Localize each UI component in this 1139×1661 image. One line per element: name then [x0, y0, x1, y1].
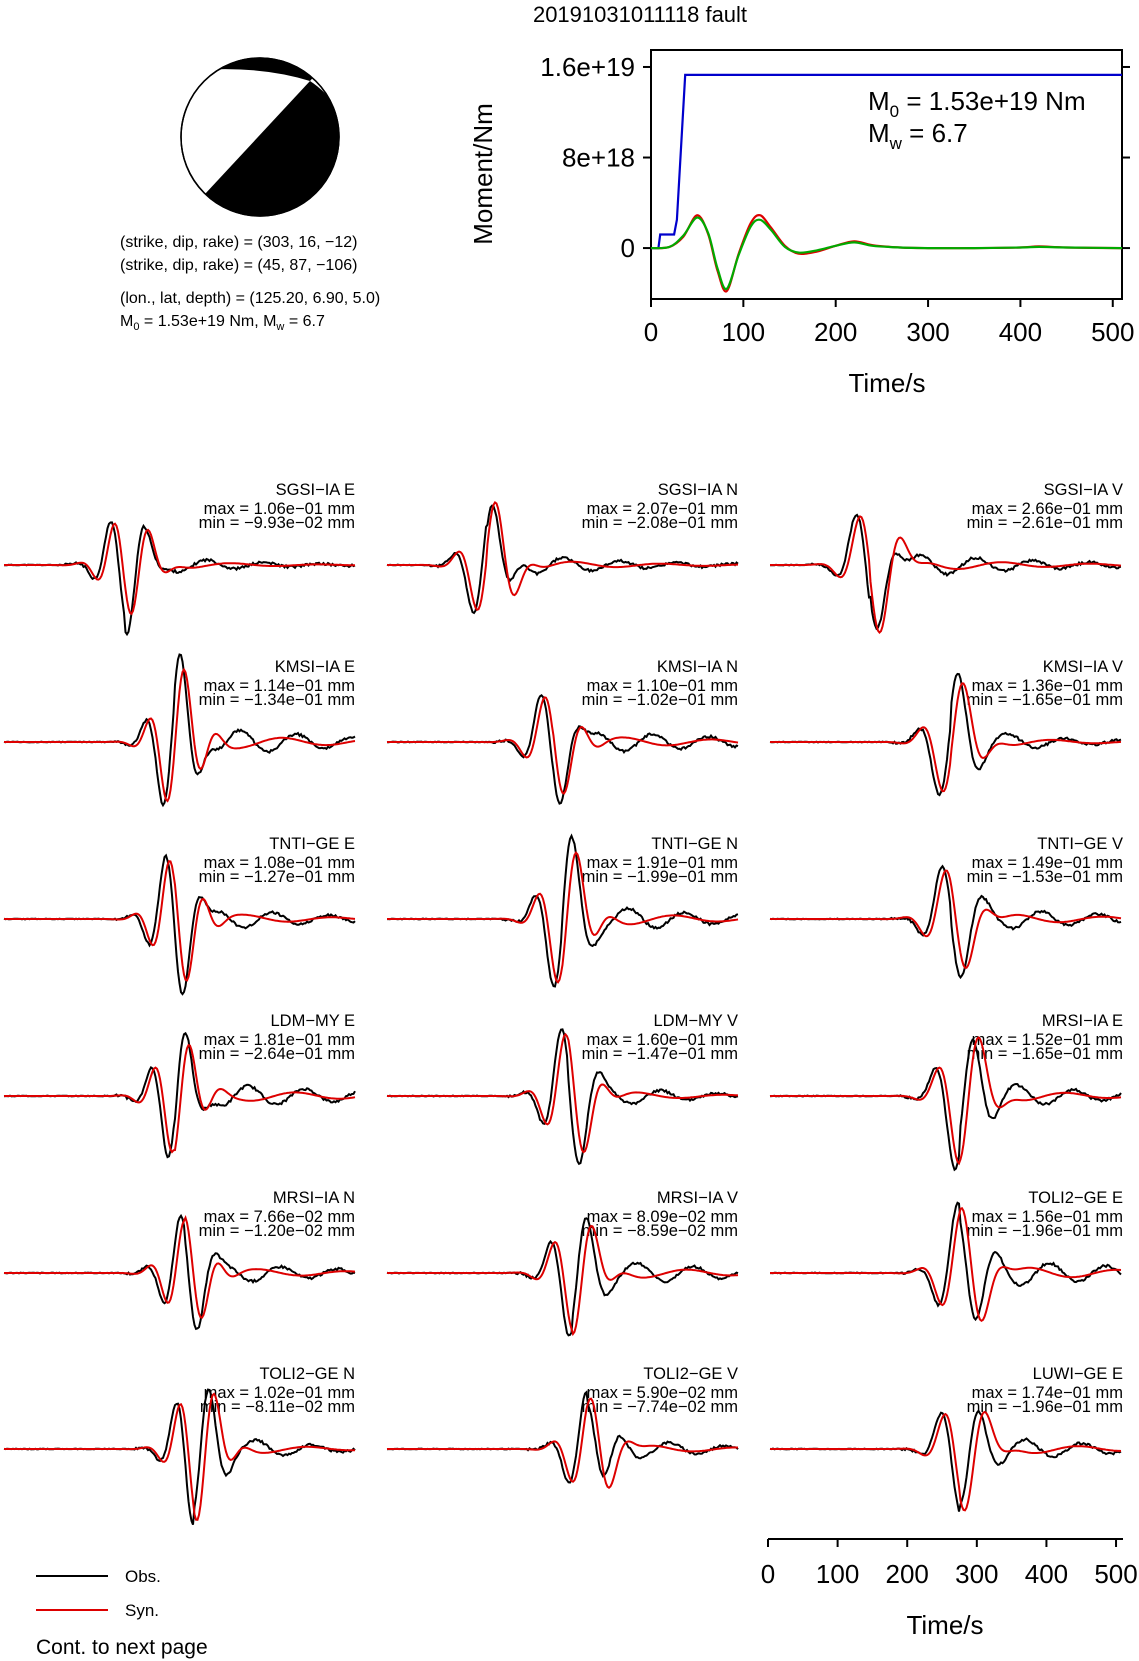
waveform-max: max = 1.74e−01 mm [971, 1384, 1123, 1402]
station-label: LDM−MY V [653, 1012, 738, 1030]
observed-trace [4, 522, 355, 634]
waveform-max: max = 1.36e−01 mm [971, 677, 1123, 695]
station-label: MRSI−IA V [656, 1189, 738, 1207]
moment-ytick-label: 8e+18 [561, 142, 635, 173]
waveform-panel [4, 1189, 355, 1329]
waveform-min: min = −9.93e−02 mm [198, 514, 355, 532]
waveform-panel [387, 835, 738, 986]
waveform-max: max = 1.91e−01 mm [586, 854, 738, 872]
waveform-min: min = −1.65e−01 mm [966, 691, 1123, 709]
station-label: TNTI−GE V [1037, 835, 1123, 853]
moment-xtick-label: 500 [1091, 317, 1135, 347]
moment-xtick-label: 400 [998, 317, 1043, 347]
waveform-min: min = −2.08e−01 mm [581, 514, 738, 532]
moment-plot [468, 50, 1134, 398]
station-label: LDM−MY E [270, 1012, 355, 1030]
waveform-panel [770, 1012, 1123, 1170]
waveform-time-axis [761, 1539, 1138, 1640]
waveform-xtick-label: 300 [955, 1559, 999, 1589]
waveform-panel [770, 481, 1123, 633]
moment-m0-label: $M_0 = 1.53e+19$ Nm [868, 86, 1086, 121]
waveform-max: max = 1.52e−01 mm [971, 1031, 1123, 1049]
waveform-min: min = −2.61e−01 mm [966, 514, 1123, 532]
waveform-max: max = 7.66e−02 mm [203, 1208, 355, 1226]
waveform-min: min = −1.96e−01 mm [966, 1222, 1123, 1240]
waveform-min: min = −1.02e−01 mm [581, 691, 738, 709]
waveform-panel [770, 835, 1123, 977]
waveform-panel [387, 1012, 738, 1164]
moment-ylabel: Moment/Nm [468, 103, 498, 245]
moment-ytick-label: 0 [620, 233, 635, 264]
station-label: LUWI−GE E [1032, 1365, 1123, 1383]
station-label: TNTI−GE E [269, 835, 355, 853]
observed-trace [387, 695, 738, 803]
waveform-panel [387, 1365, 738, 1488]
waveform-panel [387, 481, 738, 613]
station-label: TOLI2−GE V [643, 1365, 738, 1383]
waveform-max: max = 2.66e−01 mm [971, 500, 1123, 518]
waveform-panel [387, 658, 738, 804]
waveform-min: min = −1.99e−01 mm [581, 868, 738, 886]
waveform-max: max = 1.60e−01 mm [586, 1031, 738, 1049]
waveform-xtick-label: 500 [1094, 1559, 1138, 1589]
waveform-panel [4, 1012, 355, 1157]
moment-xtick-label: 0 [643, 317, 659, 347]
waveform-panel [4, 1365, 355, 1525]
station-label: TNTI−GE N [651, 835, 738, 853]
legend [36, 1567, 161, 1620]
waveform-max: max = 1.14e−01 mm [203, 677, 355, 695]
waveform-panels [4, 481, 1123, 1525]
nodal-plane-2: (strike, dip, rake) = (45, 87, −106) [120, 257, 358, 274]
nodal-plane-1: (strike, dip, rake) = (303, 16, −12) [120, 234, 358, 251]
moment-series-line [651, 217, 1122, 289]
station-label: SGSI−IA V [1043, 481, 1123, 499]
waveform-panel [387, 1189, 738, 1335]
waveform-max: max = 1.06e−01 mm [203, 500, 355, 518]
waveform-panel [4, 655, 355, 806]
moment-xlabel: Time/s [848, 368, 926, 398]
waveform-max: max = 5.90e−02 mm [586, 1384, 738, 1402]
legend-obs-label: Obs. [125, 1567, 161, 1586]
waveform-max: max = 1.08e−01 mm [203, 854, 355, 872]
moment-xtick-label: 200 [814, 317, 858, 347]
waveform-max: max = 1.02e−01 mm [203, 1384, 355, 1402]
synthetic-trace [387, 1226, 738, 1334]
mechanism-info [120, 234, 380, 333]
waveform-min: min = −2.64e−01 mm [198, 1045, 355, 1063]
synthetic-trace [387, 697, 738, 793]
legend-syn-label: Syn. [125, 1601, 160, 1620]
waveform-panel [4, 481, 355, 634]
waveform-min: min = −7.74e−02 mm [581, 1398, 738, 1416]
focal-mechanism-beachball [181, 55, 345, 218]
waveform-min: min = −1.96e−01 mm [966, 1398, 1123, 1416]
station-label: TOLI2−GE N [259, 1365, 355, 1383]
station-label: TOLI2−GE E [1028, 1189, 1123, 1207]
waveform-xlabel: Time/s [906, 1610, 984, 1640]
waveform-xtick-label: 200 [885, 1559, 929, 1589]
station-label: MRSI−IA E [1041, 1012, 1123, 1030]
synthetic-trace [4, 524, 355, 614]
waveform-panel [770, 658, 1123, 795]
waveform-min: min = −1.65e−01 mm [966, 1045, 1123, 1063]
waveform-min: min = −1.47e−01 mm [581, 1045, 738, 1063]
waveform-xtick-label: 0 [760, 1559, 776, 1589]
waveform-min: min = −1.34e−01 mm [198, 691, 355, 709]
location-depth: (lon., lat, depth) = (125.20, 6.90, 5.0) [120, 290, 381, 307]
waveform-xtick-label: 100 [815, 1559, 860, 1589]
waveform-min: min = −8.59e−02 mm [581, 1222, 738, 1240]
waveform-min: min = −8.11e−02 mm [199, 1398, 355, 1416]
station-label: KMSI−IA E [274, 658, 355, 676]
moment-xtick-label: 100 [721, 317, 766, 347]
waveform-min: min = −1.20e−02 mm [198, 1222, 355, 1240]
moment-mw-label: $M_w = 6.7$ [868, 118, 968, 153]
station-label: MRSI−IA N [272, 1189, 355, 1207]
waveform-min: min = −1.53e−01 mm [966, 868, 1123, 886]
waveform-xtick-label: 400 [1024, 1559, 1069, 1589]
waveform-max: max = 1.81e−01 mm [203, 1031, 355, 1049]
moment-xtick-label: 300 [906, 317, 950, 347]
station-label: SGSI−IA N [657, 481, 738, 499]
waveform-panel [770, 1365, 1123, 1512]
observed-trace [770, 1411, 1121, 1512]
waveform-panel [770, 1189, 1123, 1321]
waveform-max: max = 1.56e−01 mm [971, 1208, 1123, 1226]
station-label: KMSI−IA N [656, 658, 738, 676]
station-label: KMSI−IA V [1042, 658, 1123, 676]
synthetic-trace [770, 1412, 1121, 1510]
station-label: SGSI−IA E [275, 481, 355, 499]
continue-note: Cont. to next page [36, 1636, 208, 1659]
waveform-max: max = 1.49e−01 mm [971, 854, 1123, 872]
waveform-max: max = 1.10e−01 mm [586, 677, 738, 695]
moment-magnitude-line: $M_0 = 1.53e+19$ Nm, $M_w = 6.7$ [120, 313, 325, 333]
moment-ytick-label: 1.6e+19 [540, 51, 635, 82]
figure-title: 20191031011118 fault [532, 2, 748, 27]
waveform-panel [4, 835, 355, 994]
waveform-min: min = −1.27e−01 mm [198, 868, 355, 886]
waveform-max: max = 2.07e−01 mm [586, 500, 738, 518]
waveform-max: max = 8.09e−02 mm [586, 1208, 738, 1226]
